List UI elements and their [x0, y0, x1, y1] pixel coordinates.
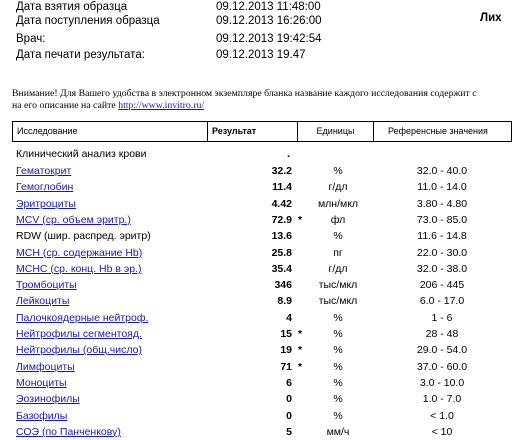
notice-line-2-prefix: на его описание на сайте [12, 100, 119, 111]
result-value: 13.6 [271, 230, 292, 243]
result-value: 6 [286, 376, 292, 389]
reference-range: < 10 [431, 425, 453, 438]
test-name-link[interactable]: Эозинофилы [16, 393, 80, 406]
table-row [0, 163, 512, 179]
table-row [0, 245, 512, 261]
table-row [0, 359, 512, 375]
table-row [0, 179, 512, 195]
sample-received-value: 09.12.2013 16:26:00 [216, 15, 322, 27]
result-value: 71 [280, 360, 292, 373]
out-of-range-flag: * [298, 360, 303, 373]
table-row [0, 326, 512, 342]
test-name-link[interactable]: Моноциты [16, 376, 67, 389]
table-row [0, 293, 512, 309]
table-row [0, 277, 512, 293]
reference-range: 28 - 48 [425, 328, 459, 340]
test-name-link[interactable]: Нейтрофилы (общ.число) [16, 344, 142, 357]
unit-cell: тыс/мкл [318, 295, 358, 308]
reference-range: 3.0 - 10.0 [419, 376, 465, 389]
table-row [0, 310, 512, 326]
table-row [0, 196, 512, 212]
reference-range: 32.0 - 40.0 [416, 165, 468, 177]
column-header-result: Результат [208, 121, 298, 142]
test-name-link[interactable]: Гематокрит [16, 165, 72, 177]
reference-range: 32.0 - 38.0 [416, 262, 468, 275]
section-mark: . [287, 148, 291, 160]
reference-range: 206 - 445 [419, 279, 465, 292]
result-value: 8.9 [277, 295, 292, 308]
reference-range: 1.0 - 7.0 [422, 393, 462, 406]
unit-cell: % [333, 409, 343, 422]
unit-cell: фл [330, 213, 346, 226]
result-value: 19 [280, 344, 292, 357]
table-row [0, 408, 512, 424]
print-date-label: Дата печати результата: [16, 49, 145, 61]
doctor-value: 09.12.2013 19:42:54 [216, 33, 322, 45]
notice-line-2 [12, 100, 512, 112]
unit-cell: % [333, 393, 343, 406]
reference-range: 1 - 6 [431, 311, 453, 324]
unit-cell: % [333, 344, 343, 357]
test-name: RDW (шир. распред. эритр) [16, 230, 151, 243]
unit-cell: млн/мкл [317, 197, 359, 210]
reference-range: 29.0 - 54.0 [416, 344, 468, 357]
notice-line-1: Внимание! Для Вашего удобства в электронном экземпляре бланка название каждого исследования содержит с [12, 88, 477, 99]
test-name-link[interactable]: Гемоглобин [16, 181, 74, 194]
table-row [0, 212, 512, 228]
test-name-link[interactable]: MCH (ср. содержание Hb) [16, 246, 143, 259]
unit-cell: % [333, 311, 343, 324]
column-header-reference: Референсные значения [374, 121, 512, 142]
notice-text [12, 88, 512, 112]
table-row [0, 228, 512, 244]
sample-taken-label: Дата взятия образца [16, 1, 128, 13]
reference-range: 11.6 - 14.8 [417, 230, 467, 243]
result-value: 15 [280, 328, 292, 340]
table-row [0, 391, 512, 407]
unit-cell: % [333, 230, 343, 243]
table-row [0, 261, 512, 277]
result-value: 32.2 [271, 165, 292, 177]
reference-range: 11.0 - 14.0 [417, 181, 467, 194]
reference-range: 6.0 - 17.0 [419, 295, 465, 308]
unit-cell: % [333, 328, 343, 340]
result-value: 5 [286, 425, 292, 438]
unit-cell: тыс/мкл [318, 279, 358, 292]
result-value: 11.4 [272, 181, 292, 194]
table-row [0, 375, 512, 391]
reference-range: 37.0 - 60.0 [416, 360, 468, 373]
invitro-link[interactable]: http://www.invitro.ru/ [118, 100, 205, 111]
result-value: 4 [286, 311, 292, 324]
table-row [0, 424, 512, 440]
reference-range: 3.80 - 4.80 [416, 197, 468, 210]
section-title: Клинический анализ крови [16, 148, 147, 160]
test-name-link[interactable]: СОЭ (по Панченкову) [16, 425, 121, 438]
print-date-value: 09.12.2013 19.47 [216, 49, 306, 61]
unit-cell: г/дл [328, 262, 348, 275]
test-name-link[interactable]: Тромбоциты [16, 279, 77, 292]
unit-cell: % [333, 360, 343, 373]
test-name-link[interactable]: MCHC (ср. конц. Hb в эр.) [16, 262, 142, 275]
test-name-link[interactable]: Палочкоядерные нейтроф. [16, 311, 149, 324]
column-header-test: Исследование [12, 121, 208, 142]
result-value: 0 [286, 409, 292, 422]
table-row [0, 342, 512, 358]
out-of-range-flag: * [298, 328, 303, 340]
test-name-link[interactable]: Нейтрофилы сегментояд. [16, 328, 142, 340]
test-name-link[interactable]: Лейкоциты [16, 295, 70, 308]
unit-cell: % [333, 165, 343, 177]
result-value: 72.9 [271, 213, 292, 226]
result-value: 25.8 [271, 246, 292, 259]
sample-received-label: Дата поступления образца [16, 15, 160, 27]
result-value: 346 [274, 279, 292, 292]
test-name-link[interactable]: MCV (ср. объем эритр.) [16, 213, 131, 226]
result-value: 35.4 [271, 262, 292, 275]
out-of-range-flag: * [298, 344, 303, 357]
reference-range: 22.0 - 30.0 [416, 246, 468, 259]
doctor-label: Врач: [16, 33, 46, 45]
column-header-units: Единицы [298, 121, 374, 142]
unit-cell: пг [333, 246, 343, 259]
reference-range: < 1.0 [430, 409, 454, 422]
unit-cell: г/дл [328, 181, 348, 194]
result-value: 0 [286, 393, 292, 406]
unit-cell: % [333, 376, 343, 389]
sample-taken-value: 09.12.2013 11:48:00 [216, 1, 321, 13]
test-name-link[interactable]: Базофилы [16, 409, 68, 422]
test-name-link[interactable]: Лимфоциты [16, 360, 75, 373]
unit-cell: мм/ч [326, 425, 350, 438]
reference-range: 73.0 - 85.0 [416, 213, 468, 226]
result-value: 4.42 [271, 197, 292, 210]
test-name-link[interactable]: Эритроциты [16, 197, 76, 210]
patient-name-fragment: Лих [480, 12, 502, 24]
out-of-range-flag: * [298, 213, 303, 226]
